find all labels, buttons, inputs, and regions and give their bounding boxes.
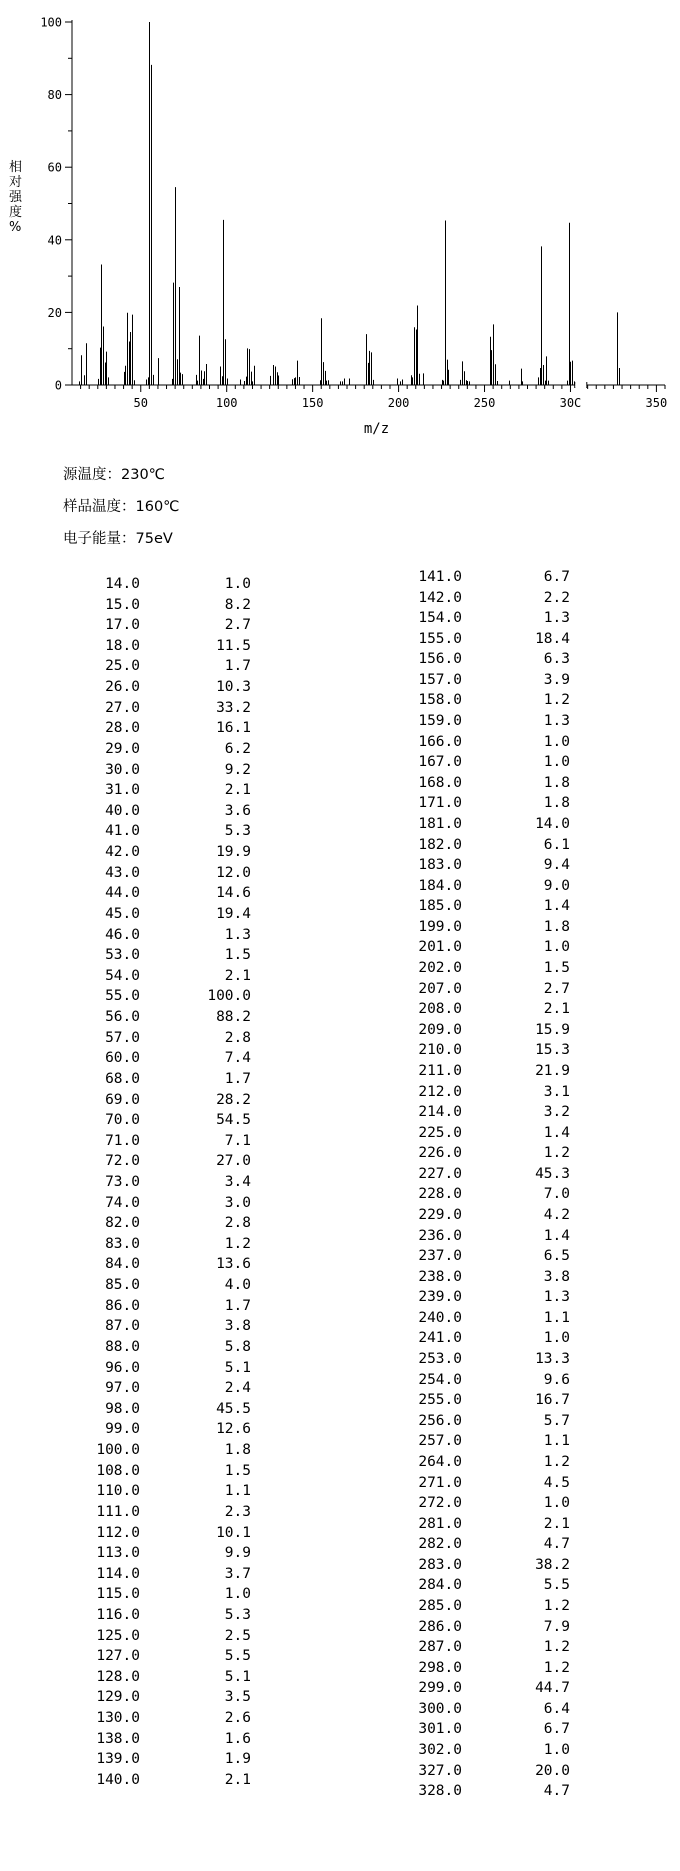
intensity-value: 1.0 [543,1495,570,1512]
intensity-value: 13.6 [216,1256,251,1273]
axes [65,20,665,392]
intensity-value: 7.4 [224,1050,251,1067]
intensity-value: 2.2 [543,589,570,606]
intensity-value: 8.2 [224,596,251,613]
intensity-value: 1.0 [543,1742,570,1759]
intensity-value: 9.9 [224,1545,251,1562]
y-tick-label: 40 [47,233,62,248]
mz-value: 299.0 [418,1680,462,1697]
intensity-value: 1.0 [224,1586,251,1603]
mz-value: 142.0 [418,589,462,606]
intensity-value: 1.0 [543,1330,570,1347]
y-axis-label-char: 对 [9,175,23,190]
intensity-value: 2.5 [224,1627,251,1644]
intensity-value: 3.8 [543,1268,570,1285]
y-axis-label-char: 度 [9,205,23,220]
mz-value: 156.0 [418,651,462,668]
intensity-value: 13.3 [535,1351,570,1368]
intensity-value: 45.5 [216,1400,251,1417]
mz-value: 236.0 [418,1227,462,1244]
condition-line [63,495,179,516]
intensity-value: 4.7 [543,1783,570,1800]
intensity-value: 3.2 [543,1104,570,1121]
intensity-value: 54.5 [216,1112,251,1129]
mz-value: 171.0 [418,795,462,812]
intensity-value: 16.7 [535,1392,570,1409]
intensity-value: 16.1 [216,720,251,737]
x-tick-label: 50 [133,396,148,410]
mz-value: 257.0 [418,1433,462,1450]
intensity-value: 9.6 [543,1371,570,1388]
intensity-value: 10.1 [216,1524,251,1541]
intensity-value: 2.1 [543,1515,570,1532]
intensity-value: 5.5 [543,1577,570,1594]
mz-value: 55.0 [105,988,140,1005]
mz-value: 184.0 [418,877,462,894]
intensity-value: 1.8 [543,918,570,935]
condition-line [63,527,173,548]
condition-value: 230℃ [121,467,165,483]
mz-value: 159.0 [418,713,462,730]
mz-value: 26.0 [105,679,140,696]
intensity-value: 1.2 [543,1659,570,1676]
mass-spectrum-chart [0,0,680,450]
y-tick-label: 0 [54,378,62,393]
peaks [80,22,620,385]
intensity-value: 1.1 [224,1483,251,1500]
intensity-value: 20.0 [535,1762,570,1779]
mz-value: 166.0 [418,733,462,750]
intensity-value: 2.3 [224,1503,251,1520]
intensity-value: 3.0 [224,1194,251,1211]
intensity-value: 1.1 [543,1433,570,1450]
mz-value: 287.0 [418,1639,462,1656]
mz-value: 130.0 [96,1710,140,1727]
mz-value: 111.0 [96,1503,140,1520]
mz-value: 185.0 [418,898,462,915]
intensity-value: 2.6 [224,1710,251,1727]
mz-value: 27.0 [105,699,140,716]
intensity-value: 7.0 [543,1186,570,1203]
intensity-value: 9.2 [224,761,251,778]
y-axis-label-char: % [9,220,22,235]
intensity-value: 1.7 [224,658,251,675]
mz-value: 300.0 [418,1700,462,1717]
mz-value: 99.0 [105,1421,140,1438]
intensity-value: 4.0 [224,1277,251,1294]
mz-value: 141.0 [418,569,462,585]
intensity-value: 27.0 [216,1153,251,1170]
intensity-value: 1.2 [543,1639,570,1656]
mz-value: 211.0 [418,1062,462,1079]
intensity-value: 4.7 [543,1536,570,1553]
intensity-value: 2.1 [543,1001,570,1018]
mz-value: 17.0 [105,617,140,634]
intensity-value: 1.5 [224,947,251,964]
mz-value: 29.0 [105,740,140,757]
mz-value: 154.0 [418,610,462,627]
y-axis-label-char: 强 [9,190,23,205]
mz-value: 238.0 [418,1268,462,1285]
intensity-value: 1.2 [543,1453,570,1470]
intensity-value: 5.7 [543,1412,570,1429]
y-tick-label: 60 [47,160,62,175]
x-tick-label: 100 [215,396,238,410]
intensity-value: 19.9 [216,844,251,861]
mz-value: 264.0 [418,1453,462,1470]
intensity-value: 3.5 [224,1689,251,1706]
mz-value: 255.0 [418,1392,462,1409]
intensity-value: 3.4 [224,1173,251,1190]
condition-value: 160℃ [135,499,180,515]
y-tick-label: 100 [40,15,62,30]
mz-value: 285.0 [418,1598,462,1614]
mz-value: 286.0 [418,1618,462,1635]
tick-labels [40,16,667,438]
mz-value: 157.0 [418,671,462,688]
intensity-value: 1.4 [543,1227,570,1244]
mz-value: 227.0 [418,1165,462,1182]
intensity-value: 7.1 [224,1132,251,1149]
mz-value: 87.0 [105,1318,140,1335]
intensity-value: 1.8 [543,774,570,791]
intensity-value: 15.3 [535,1042,570,1059]
mz-value: 282.0 [418,1536,462,1553]
mz-value: 226.0 [418,1145,462,1162]
intensity-value: 2.7 [543,980,570,997]
intensity-value: 12.6 [216,1421,251,1438]
intensity-value: 2.1 [224,1771,251,1788]
condition-label: 电子能量： [63,531,136,547]
mz-value: 209.0 [418,1021,462,1038]
intensity-value: 1.2 [543,1598,570,1614]
mz-value: 129.0 [96,1689,140,1706]
mz-value: 97.0 [105,1380,140,1397]
mz-value: 73.0 [105,1173,140,1190]
intensity-value: 1.2 [224,1235,251,1252]
intensity-value: 1.2 [543,692,570,709]
y-tick-label: 80 [47,88,62,103]
mz-value: 168.0 [418,774,462,791]
mz-value: 208.0 [418,1001,462,1018]
x-tick-label: 350 [645,396,668,410]
mz-value: 241.0 [418,1330,462,1347]
mz-value: 14.0 [105,576,140,592]
mz-value: 140.0 [96,1771,140,1788]
mz-value: 167.0 [418,754,462,771]
intensity-value: 1.8 [224,1442,251,1459]
mz-value: 202.0 [418,960,462,977]
mz-value: 30.0 [105,761,140,778]
intensity-value: 3.1 [543,1083,570,1100]
x-tick-label: 250 [473,396,496,410]
intensity-value: 7.9 [543,1618,570,1635]
intensity-value: 3.6 [224,802,251,819]
intensity-value: 1.5 [224,1462,251,1479]
mz-value: 155.0 [418,630,462,647]
intensity-value: 1.5 [543,960,570,977]
intensity-value: 45.3 [535,1165,570,1182]
mz-value: 253.0 [418,1351,462,1368]
intensity-value: 21.9 [535,1062,570,1079]
intensity-value: 1.3 [543,1289,570,1306]
intensity-value: 1.2 [543,1145,570,1162]
mz-value: 240.0 [418,1309,462,1326]
intensity-value: 2.4 [224,1380,251,1397]
axis-break-gap [575,384,586,387]
mz-value: 237.0 [418,1248,462,1265]
x-tick-label: 200 [387,396,410,410]
intensity-value: 38.2 [535,1556,570,1573]
intensity-value: 19.4 [216,905,251,922]
mz-value: 44.0 [105,885,140,902]
intensity-value: 5.3 [224,1607,251,1623]
intensity-value: 44.7 [535,1680,570,1697]
intensity-value: 6.7 [543,569,570,585]
mz-value: 182.0 [418,836,462,853]
mz-value: 113.0 [96,1545,140,1562]
mz-value: 45.0 [105,905,140,922]
mz-value: 71.0 [105,1132,140,1149]
mz-value: 98.0 [105,1400,140,1417]
mz-value: 115.0 [96,1586,140,1603]
mz-value: 207.0 [418,980,462,997]
mz-value: 302.0 [418,1742,462,1759]
mz-value: 256.0 [418,1412,462,1429]
mz-value: 214.0 [418,1104,462,1121]
mz-value: 18.0 [105,637,140,654]
intensity-value: 1.7 [224,1297,251,1314]
intensity-value: 14.0 [535,815,570,832]
condition-label: 源温度： [63,467,121,483]
intensity-value: 3.8 [224,1318,251,1335]
intensity-value: 6.2 [224,740,251,757]
intensity-value: 10.3 [216,679,251,696]
intensity-value: 6.3 [543,651,570,668]
mz-value: 272.0 [418,1495,462,1512]
mz-value: 239.0 [418,1289,462,1306]
mz-value: 82.0 [105,1215,140,1232]
intensity-value: 6.1 [543,836,570,853]
mz-value: 181.0 [418,815,462,832]
mz-value: 271.0 [418,1474,462,1491]
mz-value: 228.0 [418,1186,462,1203]
intensity-value: 28.2 [216,1091,251,1108]
intensity-value: 5.1 [224,1668,251,1685]
mz-value: 301.0 [418,1721,462,1738]
mz-value: 284.0 [418,1577,462,1594]
intensity-value: 2.8 [224,1215,251,1232]
condition-label: 样品温度： [63,499,136,515]
intensity-value: 6.4 [543,1700,570,1717]
mz-value: 46.0 [105,926,140,943]
intensity-value: 4.5 [543,1474,570,1491]
mz-value: 298.0 [418,1659,462,1676]
y-tick-label: 20 [47,305,62,320]
mz-value: 70.0 [105,1112,140,1129]
intensity-value: 6.7 [543,1721,570,1738]
mz-value: 127.0 [96,1648,140,1665]
mz-value: 72.0 [105,1153,140,1170]
mz-value: 283.0 [418,1556,462,1573]
intensity-value: 2.1 [224,782,251,799]
intensity-value: 2.7 [224,617,251,634]
mz-value: 53.0 [105,947,140,964]
mz-value: 88.0 [105,1338,140,1355]
mz-value: 183.0 [418,857,462,874]
mz-value: 31.0 [105,782,140,799]
mz-value: 254.0 [418,1371,462,1388]
mz-value: 138.0 [96,1730,140,1747]
intensity-value: 1.4 [543,898,570,915]
mz-value: 69.0 [105,1091,140,1108]
intensity-value: 5.5 [224,1648,251,1665]
mz-value: 60.0 [105,1050,140,1067]
intensity-value: 5.8 [224,1338,251,1355]
intensity-value: 1.0 [224,576,251,592]
mz-value: 96.0 [105,1359,140,1376]
mz-value: 15.0 [105,596,140,613]
mz-value: 25.0 [105,658,140,675]
intensity-value: 33.2 [216,699,251,716]
intensity-value: 4.2 [543,1206,570,1223]
mz-value: 281.0 [418,1515,462,1532]
mz-value: 86.0 [105,1297,140,1314]
x-tick-label: 150 [301,396,324,410]
mz-value: 28.0 [105,720,140,737]
mz-value: 54.0 [105,967,140,984]
intensity-value: 1.9 [224,1751,251,1768]
intensity-value: 1.1 [543,1309,570,1326]
intensity-value: 6.5 [543,1248,570,1265]
intensity-value: 14.6 [216,885,251,902]
y-axis-label-char: 相 [9,160,23,175]
intensity-value: 3.9 [543,671,570,688]
intensity-value: 100.0 [207,988,251,1005]
mz-value: 201.0 [418,939,462,956]
intensity-value: 9.4 [543,857,570,874]
intensity-value: 2.1 [224,967,251,984]
mz-value: 116.0 [96,1607,140,1623]
x-axis-label: m/z [363,421,390,437]
mz-value: 328.0 [418,1783,462,1800]
mz-value: 158.0 [418,692,462,709]
intensity-value: 1.3 [543,713,570,730]
mz-value: 42.0 [105,844,140,861]
intensity-value: 1.0 [543,733,570,750]
mz-value: 225.0 [418,1124,462,1141]
mz-value: 210.0 [418,1042,462,1059]
intensity-value: 1.0 [543,754,570,771]
condition-line [63,463,165,484]
intensity-value: 1.3 [224,926,251,943]
mz-value: 110.0 [96,1483,140,1500]
intensity-value: 1.6 [224,1730,251,1747]
mz-value: 43.0 [105,864,140,881]
mz-value: 212.0 [418,1083,462,1100]
mz-value: 74.0 [105,1194,140,1211]
mz-value: 139.0 [96,1751,140,1768]
mz-value: 114.0 [96,1565,140,1582]
intensity-value: 11.5 [216,637,251,654]
intensity-value: 18.4 [535,630,570,647]
mz-value: 40.0 [105,802,140,819]
condition-value: 75eV [135,531,173,547]
intensity-value: 1.7 [224,1070,251,1087]
intensity-value: 1.3 [543,610,570,627]
intensity-value: 88.2 [216,1009,251,1026]
intensity-value: 5.1 [224,1359,251,1376]
intensity-value: 12.0 [216,864,251,881]
mz-value: 83.0 [105,1235,140,1252]
mz-value: 68.0 [105,1070,140,1087]
mz-value: 41.0 [105,823,140,840]
mz-value: 57.0 [105,1029,140,1046]
mz-value: 84.0 [105,1256,140,1273]
intensity-value: 1.8 [543,795,570,812]
intensity-value: 9.0 [543,877,570,894]
intensity-value: 15.9 [535,1021,570,1038]
intensity-value: 3.7 [224,1565,251,1582]
mz-value: 112.0 [96,1524,140,1541]
mz-value: 229.0 [418,1206,462,1223]
intensity-value: 5.3 [224,823,251,840]
mz-value: 100.0 [96,1442,140,1459]
intensity-value: 1.4 [543,1124,570,1141]
intensity-value: 2.8 [224,1029,251,1046]
mz-value: 85.0 [105,1277,140,1294]
x-tick-label: 30C [559,396,582,410]
mz-value: 128.0 [96,1668,140,1685]
mz-value: 108.0 [96,1462,140,1479]
mz-value: 199.0 [418,918,462,935]
intensity-value: 1.0 [543,939,570,956]
mz-value: 125.0 [96,1627,140,1644]
mz-value: 327.0 [418,1762,462,1779]
mz-value: 56.0 [105,1009,140,1026]
